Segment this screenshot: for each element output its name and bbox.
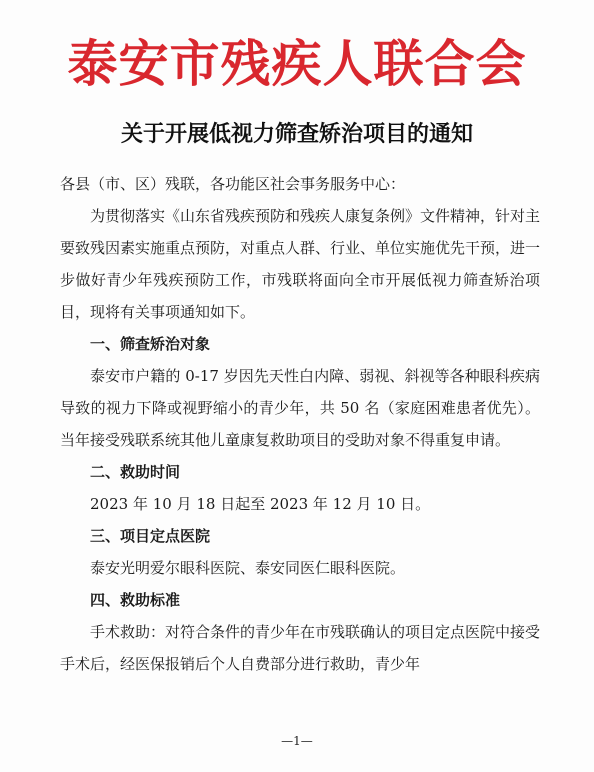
section-body-3: 泰安光明爱尔眼科医院、泰安同医仁眼科医院。 [90,559,406,577]
section-body-2: 2023 年 10 月 18 日起至 2023 年 12 月 10 日。 [90,495,431,513]
document-body [60,168,540,680]
document-title: 关于开展低视力筛查矫治项目的通知 [120,121,473,147]
recipients-line: 各县（市、区）残联，各功能区社会事务服务中心： [60,175,406,193]
section-heading-2: 二、救助时间 [90,463,181,481]
section-body-1: 泰安市户籍的 0-17 岁因先天性白内障、弱视、斜视等各种眼科疾病导致的视力下降或视野缩小的青少年，共 50 名（家庭困难患者优先）。当年接受残联系统其他儿童康复救助项目的受助对象不得重复申请。 [60,367,540,449]
section-heading-1: 一、筛查矫治对象 [90,335,211,353]
letterhead-title: 泰安市残疾人联合会 [67,34,527,93]
section-body-4: 手术救助：对符合条件的青少年在市残联确认的项目定点医院中接受手术后，经医保报销后个人自费部分进行救助，青少年 [60,623,541,673]
section-heading-3: 三、项目定点医院 [90,527,211,545]
section-heading-4: 四、救助标准 [90,591,181,609]
intro-paragraph: 为贯彻落实《山东省残疾预防和残疾人康复条例》文件精神，针对主要致残因素实施重点预防，对重点人群、行业、单位实施优先干预，进一步做好青少年残疾预防工作，市残联将面向全市开展低视力筛查矫治项目，现将有关事项通知如下。 [60,207,541,321]
page-number: —1— [281,734,313,748]
